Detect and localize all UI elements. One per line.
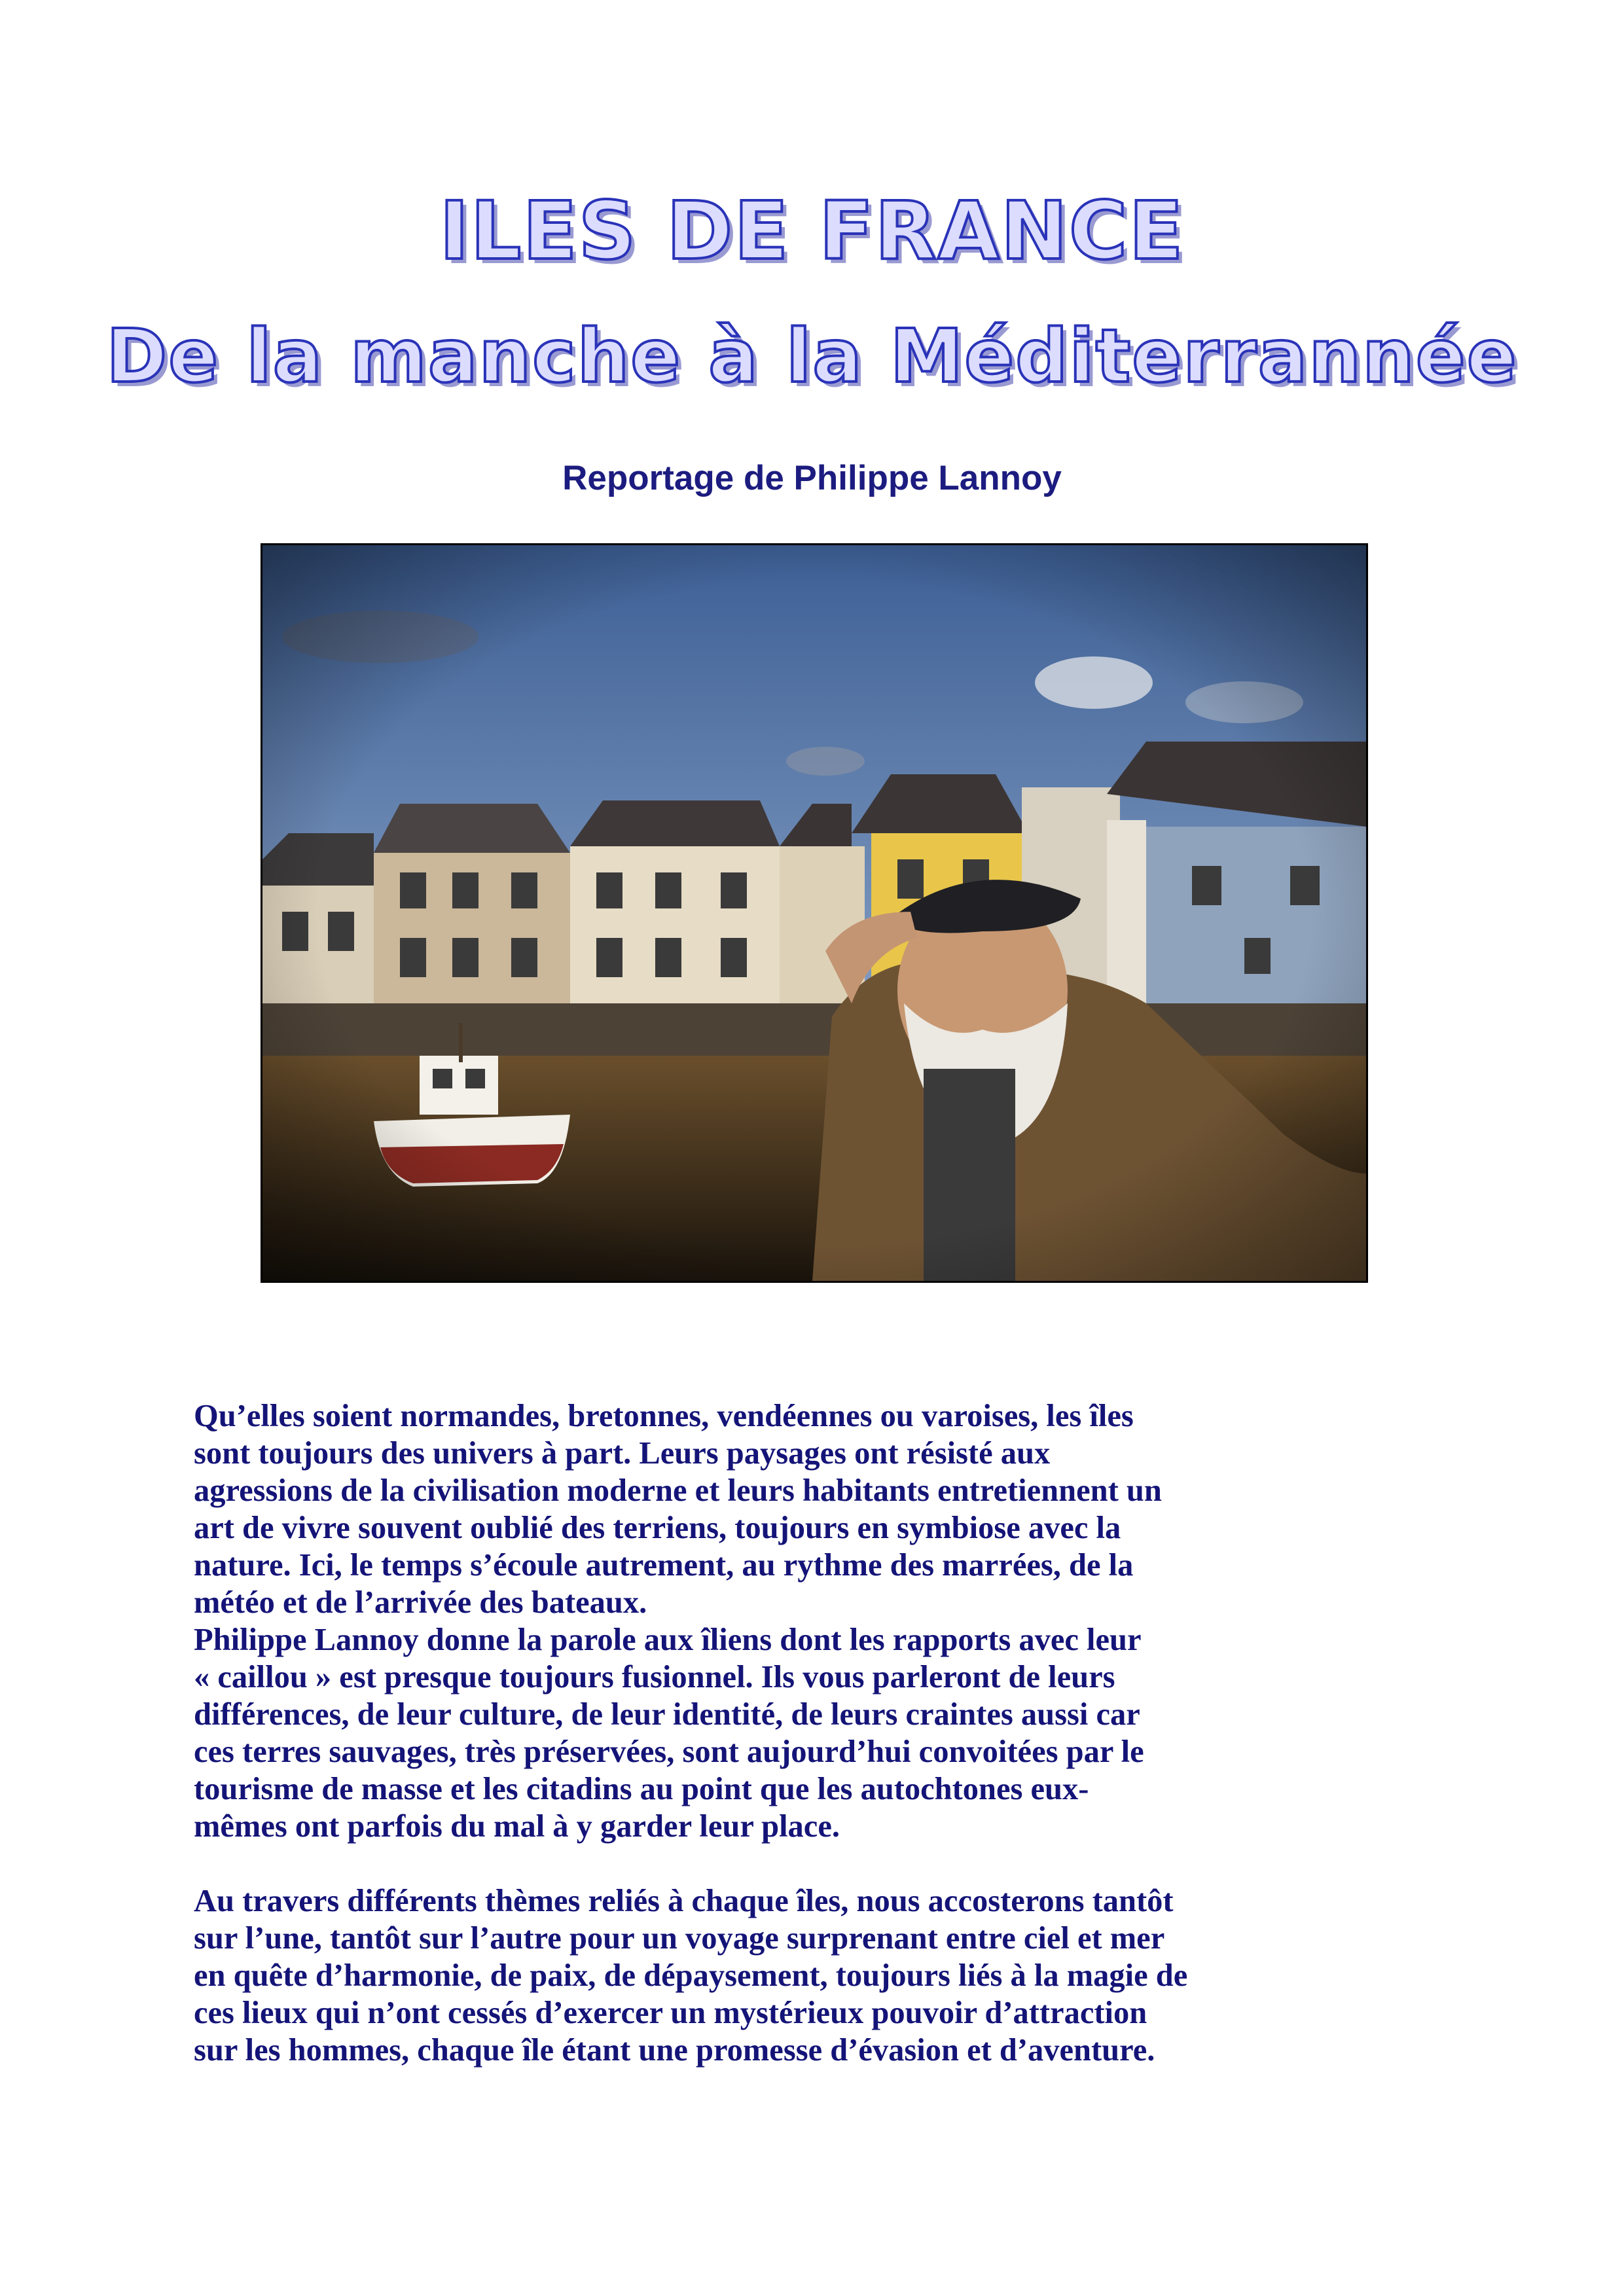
intro-text <box>194 1397 1477 2069</box>
harbour-photo <box>261 543 1368 1283</box>
text-line: ces terres sauvages, très préservées, sont aujourd’hui convoitées par le <box>194 1734 1144 1769</box>
text-line: nature. Ici, le temps s’écoule autrement, au rythme des marrées, de la <box>194 1548 1134 1583</box>
text-line: sont toujours des univers à part. Leurs paysages ont résisté aux <box>194 1436 1051 1471</box>
title-line-2: De la manche à la Méditerrannée <box>106 314 1518 399</box>
text-line: sur l’une, tantôt sur l’autre pour un voyage surprenant entre ciel et mer <box>194 1921 1165 1956</box>
text-line: Au travers différents thèmes reliés à chaque îles, nous accosterons tantôt <box>194 1884 1174 1918</box>
text-line: sur les hommes, chaque île étant une promesse d’évasion et d’aventure. <box>194 2033 1155 2068</box>
paragraph-1 <box>194 1397 1477 1845</box>
text-line: mêmes ont parfois du mal à y garder leur place. <box>194 1809 840 1844</box>
text-line: Philippe Lannoy donne la parole aux îliens dont les rapports avec leur <box>194 1623 1142 1657</box>
text-line: météo et de l’arrivée des bateaux. <box>194 1585 647 1620</box>
text-line: « caillou » est presque toujours fusionnel. Ils vous parleront de leurs <box>194 1660 1115 1695</box>
text-line: art de vivre souvent oublié des terriens, toujours en symbiose avec la <box>194 1511 1121 1545</box>
title-line-1: ILES DE FRANCE <box>439 185 1185 278</box>
text-line: Qu’elles soient normandes, bretonnes, vendéennes ou varoises, les îles <box>194 1399 1134 1433</box>
text-line: agressions de la civilisation moderne et leurs habitants entretiennent un <box>194 1473 1162 1508</box>
text-line: en quête d’harmonie, de paix, de dépaysement, toujours liés à la magie de <box>194 1958 1188 1993</box>
text-line: différences, de leur culture, de leur identité, de leurs craintes aussi car <box>194 1697 1140 1732</box>
text-line: tourisme de masse et les citadins au point que les autochtones eux- <box>194 1772 1089 1806</box>
text-line: ces lieux qui n’ont cessés d’exercer un mystérieux pouvoir d’attraction <box>194 1996 1147 2030</box>
paragraph-2 <box>194 1882 1477 2069</box>
byline: Reportage de Philippe Lannoy <box>562 459 1062 497</box>
